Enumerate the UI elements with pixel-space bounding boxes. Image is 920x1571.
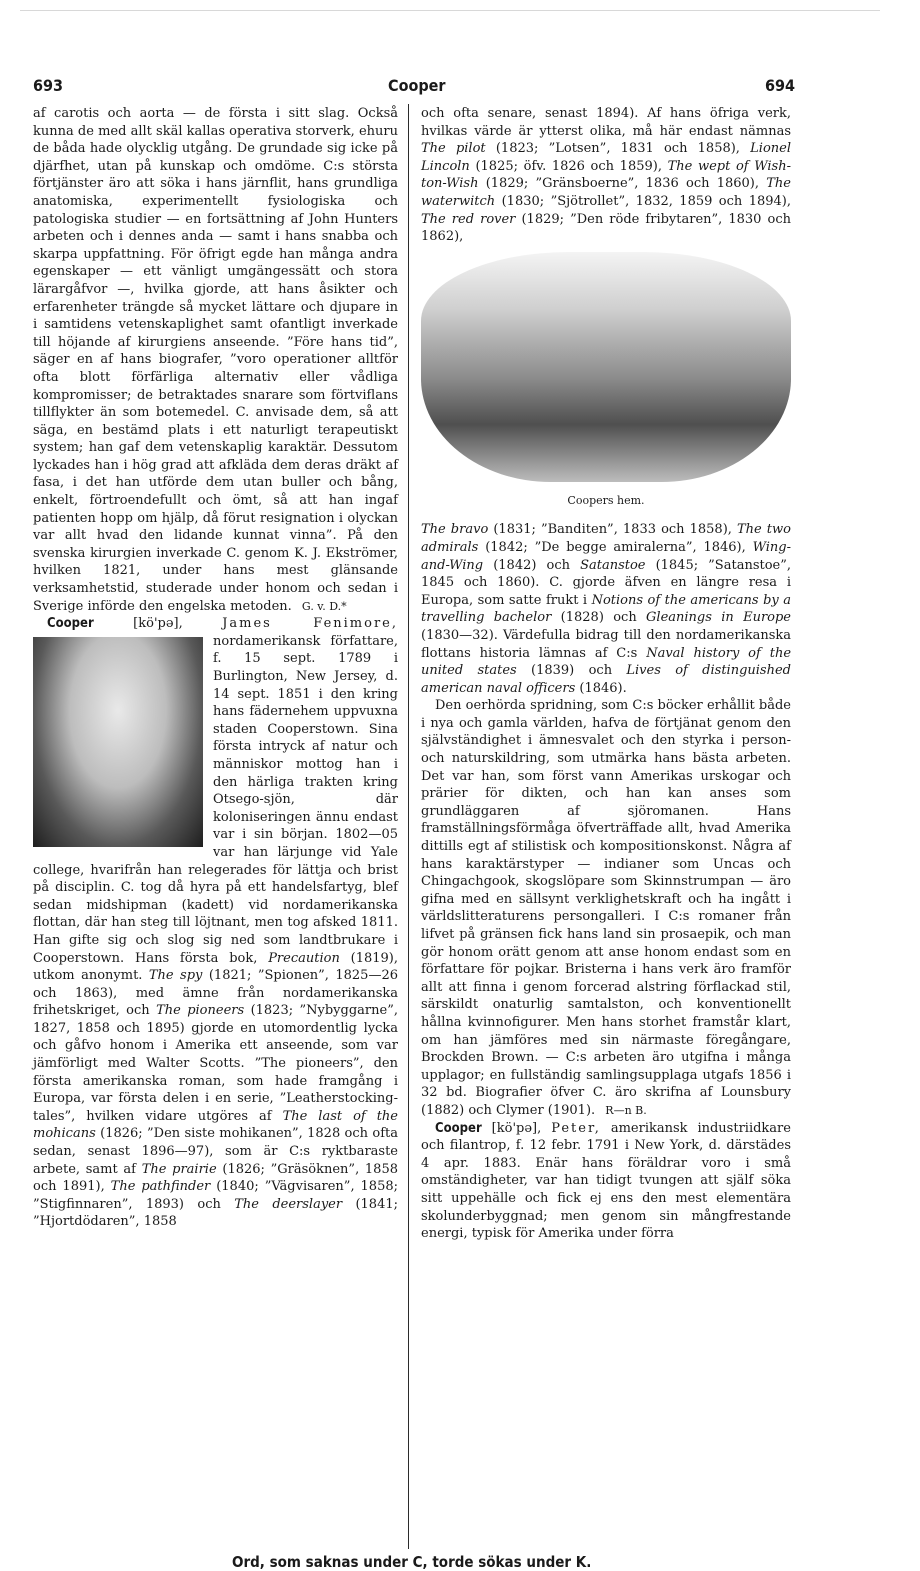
running-title: Cooper <box>388 76 446 95</box>
book-title: The bravo <box>421 522 489 538</box>
book-title: Notions of the americans by a travelling bachelor <box>421 592 791 626</box>
book-title: The pioneers <box>156 1003 245 1019</box>
paragraph-text: Den oerhörda spridning, som C:s böcker erhållit både i nya och gamla världen, hafva de förtjänat genom den självständighet i ämnesvalet och den styrka i person- och naturskildring, som utmärka hans bästa arbeten. Det var han, som först vann Amerikas urskogar och prärier för dikten, och han kan anses som grundläggaren af sjöromanen. Hans framställningsförmåga öfverträffade allt, hvad Amerika dittills egt af stilistisk och kompositionskonst. Några af hans karaktärstyper — indianer som Uncas och Chingachgook, skogslöpare som Skinnstrumpan — äro gifna med en sällsynt verklighetskraft och ha ingått i världslitteraturens persongalleri. I C:s romaner från lifvet på gränsen fick hans land sin prosaepik, och man gör honom orätt genom att anse honom endast som en författare för pojkar. Bristerna i hans verk äro framför allt att finna i genom forcerad alstring förflackad stil, särskildt onaturlig samtalston, och konventionellt hållna kvinnofigurer. Men hans storhet framstår klart, om han jämföres med sin närmaste föregångare, Brockden Brown. — C:s arbeten äro utgifna i många upplagor; en fullständig samlingsupplaga utgafs 1856 i 32 bd. Biografier öfver C. äro skrifna af Lounsbury (1882) och Clymer (1901). <box>421 698 791 1118</box>
entry-continuation-right <box>421 105 791 246</box>
page-number-right: 694 <box>765 76 796 95</box>
book-title: The pathfinder <box>110 1179 211 1195</box>
paragraph-text: (1842; ”De begge amiralerna”, 1846), <box>485 539 746 555</box>
book-title: Lives of distinguished american naval officers <box>421 663 791 696</box>
book-title: The pilot <box>421 141 486 157</box>
paragraph-text: (1845; ”Satanstoe”, 1845 och 1860). C. gjorde äfven en längre resa i Europa, som satte frukt i <box>421 557 792 608</box>
book-title: The wept of Wish-ton-Wish <box>421 158 791 192</box>
paragraph-text: (1829; ”Den röde fribytaren”, 1830 och 1862), <box>421 211 791 245</box>
author-signature: G. v. D.* <box>301 599 347 613</box>
entry-person-name: Peter, <box>551 1120 601 1136</box>
page-footer-note: Ord, som saknas under C, torde sökas under K. <box>232 1553 592 1571</box>
right-column <box>421 105 791 1243</box>
paragraph-text: (1831; ”Banditen”, 1833 och 1858), <box>493 522 732 538</box>
book-title: The spy <box>148 968 203 984</box>
entry-continuation-works <box>421 521 791 697</box>
paragraph-text: (1825; öfv. 1826 och 1859), <box>475 158 662 174</box>
pronunciation: [kö'pə], <box>133 616 183 632</box>
paragraph-text: (1823; ”Lotsen”, 1831 och 1858), <box>495 141 740 157</box>
entry-james-fenimore-cooper <box>33 615 398 1231</box>
pronunciation: [kö'pə], <box>491 1120 542 1136</box>
book-title: The two admirals <box>421 522 791 555</box>
scan-edge-rule <box>20 10 880 11</box>
entry-headword: Cooper <box>435 1120 482 1136</box>
book-title: Gleanings in Europe <box>646 610 791 626</box>
book-title: Lionel Lincoln <box>421 141 791 174</box>
page-number-left: 693 <box>33 76 64 95</box>
house-engraving-image <box>421 252 791 482</box>
paragraph-text: (1839) och <box>531 663 613 679</box>
book-title: Satanstoe <box>580 557 646 573</box>
paragraph-text: (1826; ”Den siste mohikanen”, 1828 och ofta sedan, senast 1896—97), som är C:s ryktbaraste arbete, samt af <box>33 1126 398 1177</box>
left-column <box>33 105 398 1231</box>
paragraph-text: (1823; ”Nybyggarne”, 1827, 1858 och 1895) gjorde en utomordentlig lycka och gåfvo honom i Amerika ett anseende, som var jämförligt med Walter Scotts. ”The pioneers”, den första amerikanska roman, som hade framgång i Europa, var första delen i en serie, ”Leatherstocking-tales”, hvilken vidare utgöres af <box>33 1003 398 1124</box>
paragraph-text: (1846). <box>579 680 627 696</box>
paragraph-text: (1841; ”Hjortdödaren”, 1858 <box>33 1196 398 1230</box>
book-title: The last of the mohicans <box>33 1108 398 1142</box>
paragraph-text: amerikansk industriidkare och filantrop, f. 12 febr. 1791 i New York, d. därstädes 4 apr. 1883. Enär hans föräldrar voro i små omständigheter, var han tidigt tvungen att själf söka sitt uppehälle och fick ej ens den mest elementära skolunderbyggnad; men genom sin mångfrestande energi, typisk för Amerika under förra <box>421 1120 791 1242</box>
book-title: The waterwitch <box>421 176 791 209</box>
entry-person-name: James Fenimore, <box>222 616 398 632</box>
portrait-image <box>33 637 203 847</box>
book-title: The deerslayer <box>234 1196 343 1212</box>
entry-peter-cooper <box>421 1120 791 1243</box>
author-signature: R—n B. <box>605 1103 647 1117</box>
paragraph-text: af carotis och aorta — de första i sitt slag. Också kunna de med allt skäl kallas operativa storverk, ehuru de båda hade olycklig utgång. De grundade sig icke på djärfhet, utan på kunskap och omdöme. C:s största förtjänster äro att söka i hans järnflit, hans grundliga anatomiska, experimentellt fysiologiska och patologiska studier — en fortsättning af John Hunters arbeten och i dennes anda — samt i hans snabba och skarpa uppfattning. För öfrigt egde han många andra egenskaper — ett vänligt umgängessätt och stora lärargåfvor —, hvilka gjorde, att hans åsikter och erfarenheter trängde så mycket lättare och djupare in i samtidens vetenskaplighet samt ofantligt inverkade till höjande af kirurgiens anseende. ”Före hans tid”, säger en af hans biografer, ”voro operationer alltför ofta blott förfärliga alternativ eller vådliga kompromisser; de betraktades snarare som förtviflans tillflykter än som botemedel. C. anvisade dem, så att säga, en bestämd plats i ett naturligt terapeutiskt system; han gaf dem vetenskaplig karaktär. Dessutom lyckades han i hög grad att afkläda dem deras dräkt af fasa, i det han utförde dem utan buller och bång, enkelt, förtroendefullt och ömt, så att han ingaf patienten hopp om hjälp, då förut resignation i olyckan var allt hvad den lidande kunnat vinna”. På den svenska kirurgien inverkade C. genom K. J. Ekströmer, hvilken 1821, under hans mest glänsande verksamhetstid, studerade under honom och sedan i Sverige införde den engelska metoden. <box>33 106 398 614</box>
paragraph-text: (1829; ”Gränsboerne”, 1836 och 1860), <box>485 176 759 192</box>
paragraph-text: (1830; ”Sjötrollet”, 1832, 1859 och 1894), <box>501 193 791 209</box>
paragraph-text: (1821; ”Spionen”, 1825—26 och 1863), med ämne från nordamerikanska frihetskriget, och <box>33 968 398 1019</box>
paragraph-text: (1840; ”Vägvisaren”, 1858; ”Stigfinnaren”, 1893) och <box>33 1179 398 1212</box>
figure-coopers-home <box>421 252 791 510</box>
paragraph-text: och ofta senare, senast 1894). Af hans öfriga verk, hvilkas värde är ytterst olika, må här endast nämnas <box>421 106 791 139</box>
entry-assessment <box>421 697 791 1119</box>
paragraph-text: (1828) och <box>560 610 637 626</box>
column-divider <box>408 104 409 1549</box>
paragraph-text: (1842) och <box>493 557 570 573</box>
book-title: Naval history of the united states <box>421 645 792 679</box>
page-header <box>33 76 796 98</box>
entry-continuation <box>33 105 398 615</box>
paragraph-text: (1826; ”Gräsöknen”, 1858 och 1891), <box>33 1161 398 1195</box>
paragraph-text: nordamerikansk författare, f. 15 sept. 1789 i Burlington, New Jersey, d. 14 sept. 1851 i den kring hans fädernehem uppvuxna staden Cooperstown. Sina första intryck af natur och människor mottog han i den härliga trakten kring Otsego-sjön, där koloniseringen ännu endast var i sin början. 1802—05 var han lärjunge vid Yale college, hvarifrån han relegerades för lättja och brist på disciplin. C. tog då hyra på ett handelsfartyg, blef sedan midshipman (kadett) vid nordamerikanska flottan, där han steg till löjtnant, men tog afsked 1811. Han gifte sig och slog sig ned som landtbrukare i Cooperstown. Hans första bok, <box>33 633 398 966</box>
entry-headword: Cooper <box>47 616 94 632</box>
book-title: Precaution <box>268 950 340 966</box>
book-title: Wing-and-Wing <box>421 539 791 573</box>
book-title: The prairie <box>141 1161 217 1177</box>
paragraph-text: (1819), utkom anonymt. <box>33 950 399 984</box>
figure-caption: Coopers hem. <box>567 493 645 507</box>
paragraph-text: (1830—32). Värdefulla bidrag till den nordamerikanska flottans historia lämnas af C:s <box>421 627 791 661</box>
book-title: The red rover <box>421 211 516 227</box>
